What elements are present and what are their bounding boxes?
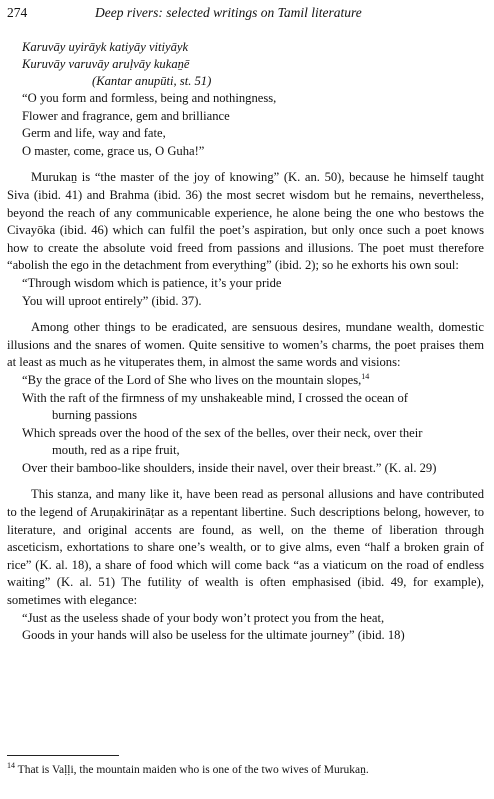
tamil-line: Karuvāy uyirāyk katiyāy vitiyāyk xyxy=(22,40,189,54)
page-header xyxy=(7,4,484,24)
page-content xyxy=(7,39,484,645)
verse-translation xyxy=(7,90,484,160)
verse-quote xyxy=(7,372,484,478)
verse-line: You will uproot entirely” (ibid. 37). xyxy=(22,293,202,308)
verse-line-continuation: mouth, red as a ripe fruit, xyxy=(52,443,180,458)
verse-line: Over their bamboo-like shoulders, inside their navel, over their breast.” (K. al. 29) xyxy=(22,460,437,475)
verse-line: Which spreads over the hood of the sex of the belles, over their neck, over their xyxy=(22,425,423,440)
tamil-citation: (Kantar anupūti, st. 51) xyxy=(92,74,212,88)
body-paragraph: This stanza, and many like it, have been read as personal allusions and have contributed to the legend of Aruṇakirināṭar as a repentant libertine. Such descriptions belong, however, to literature, and original accents are found, as well, on the theme of liberation through asceticism, exhortations to share one’s wealth, or to give alms, even “half a broken grain of rice” (K. al. 18), a share of food which will come back “as a viaticum on the road of endless waiting” (K. al. 51) The futility of wealth is often emphasised (ibid. 49, for example), sometimes with elegance: xyxy=(7,487,484,608)
verse-line-continuation: burning passions xyxy=(52,408,138,423)
verse-line: With the raft of the firmness of my unshakeable mind, I crossed the ocean of xyxy=(22,390,408,405)
verse-quote xyxy=(7,610,484,645)
verse-line: Flower and fragrance, gem and brilliance xyxy=(22,108,230,123)
body-paragraph: Among other things to be eradicated, are sensuous desires, mundane wealth, domestic illusions and the snares of women. Quite sensitive to women’s charms, the poet praises them at least as much as he vituperates them, in almost the same words and visions: xyxy=(7,320,484,370)
verse-line: “O you form and formless, being and nothingness, xyxy=(22,91,277,105)
footnote-divider xyxy=(7,755,119,756)
footnote xyxy=(7,763,369,777)
verse-line: O master, come, grace us, O Guha!” xyxy=(22,143,205,158)
footnote-marker: 14 xyxy=(361,371,370,381)
verse-line: Germ and life, way and fate, xyxy=(22,126,166,141)
verse-quote xyxy=(7,275,484,310)
tamil-line: Kuruvāy varuvāy aruḷvāy kukaṉē xyxy=(22,57,190,71)
verse-line: “Through wisdom which is patience, it’s your pride xyxy=(22,275,282,290)
body-paragraph: Murukaṉ is “the master of the joy of knowing” (K. an. 50), because he himself taught Siva (ibid. 41) and Brahma (ibid. 36) the most secret wisdom but he remains, nevertheless, beyond the reach of any communicable experience, he alone being the one who bestows the Civayōka (ibid. 46) which can fulfil the poet’s aspiration, but only once such a poet knows how to create the absolute void freed from passions and illusions. The poet must therefore “abolish the ego in the detachment from everything” (ibid. 2); so he exhorts his own soul: xyxy=(7,170,484,273)
running-title: Deep rivers: selected writings on Tamil literature xyxy=(95,5,362,20)
verse-line: “Just as the useless shade of your body won’t protect you from the heat, xyxy=(22,610,385,625)
footnote-text: That is Vaḷḷi, the mountain maiden who is one of the two wives of Murukaṉ. xyxy=(15,764,369,776)
tamil-quote xyxy=(7,39,484,90)
verse-line: Goods in your hands will also be useless for the ultimate journey” (ibid. 18) xyxy=(22,628,405,643)
verse-text: “By the grace of the Lord of She who lives on the mountain slopes, xyxy=(22,372,362,387)
page-number: 274 xyxy=(7,5,28,20)
verse-line xyxy=(22,372,484,390)
footnote-number: 14 xyxy=(7,761,15,771)
